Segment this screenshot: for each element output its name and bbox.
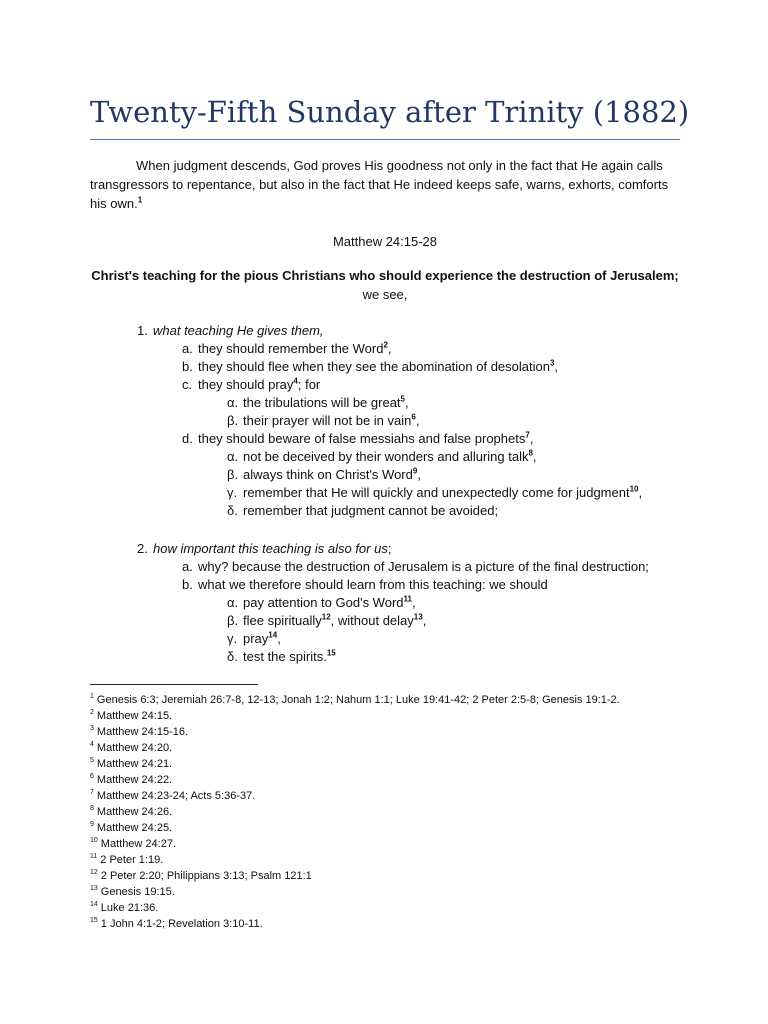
outline-part-2 <box>137 540 391 558</box>
footnote-number: 2 <box>90 709 94 717</box>
outline-mark: β. <box>227 413 239 428</box>
outline-mark: δ. <box>227 649 238 664</box>
footnote-ref[interactable]: 12 <box>321 612 331 622</box>
outline-item-text: they should pray <box>198 377 294 392</box>
footnote-text: Luke 21:36. <box>100 902 159 914</box>
outline-mark: α. <box>227 449 239 464</box>
footnote-text: Matthew 24:27. <box>100 838 177 850</box>
outline-item-1b <box>182 358 558 376</box>
footnote-number: 8 <box>90 805 94 813</box>
footnote-number: 14 <box>90 901 98 909</box>
footnote-number: 15 <box>90 917 98 925</box>
footnote-number: 4 <box>90 741 94 749</box>
footnote-number: 9 <box>90 821 94 829</box>
outline-item-1c-beta <box>227 412 419 430</box>
outline-item-tail: , <box>532 449 537 464</box>
outline-number: 2. <box>137 541 148 556</box>
theme-rest: we see, <box>362 287 408 302</box>
outline-item-tail: , <box>529 431 534 446</box>
outline-part-tail: ; <box>387 541 392 556</box>
outline-item-1c-alpha <box>227 394 409 412</box>
footnote-text: Matthew 24:23-24; Acts 5:36-37. <box>96 790 256 802</box>
outline-item-tail: , <box>387 341 392 356</box>
outline-mark: β. <box>227 467 239 482</box>
footnote-6 <box>90 773 172 788</box>
footnote-ref[interactable]: 15 <box>326 648 336 658</box>
footnote-15 <box>90 917 263 932</box>
outline-mark: a. <box>182 559 193 574</box>
outline-item-text: why? because the destruction of Jerusalem is a picture of the final destruction; <box>198 559 649 574</box>
footnote-ref[interactable]: 13 <box>413 612 423 622</box>
footnote-text: Matthew 24:21. <box>96 758 173 770</box>
footnote-10 <box>90 837 176 852</box>
footnote-ref[interactable]: 10 <box>629 484 639 494</box>
footnote-14 <box>90 901 158 916</box>
outline-mark: α. <box>227 595 239 610</box>
outline-item-1a <box>182 340 392 358</box>
outline-item-text: what we therefore should learn from this teaching: we should <box>198 577 548 592</box>
footnote-ref[interactable]: 6 <box>411 412 416 422</box>
footnote-ref[interactable]: 1 <box>137 195 143 205</box>
title-underline <box>90 139 680 140</box>
outline-mark: α. <box>227 395 239 410</box>
footnote-ref[interactable]: 2 <box>383 340 388 350</box>
outline-item-text: they should beware of false messiahs and false prophets <box>198 431 526 446</box>
footnote-11 <box>90 853 163 868</box>
intro-paragraph <box>90 156 680 213</box>
outline-item-tail: ; for <box>297 377 321 392</box>
sermon-theme <box>90 266 680 304</box>
footnote-number: 6 <box>90 773 94 781</box>
outline-item-2a <box>182 558 649 576</box>
outline-mark: c. <box>182 377 193 392</box>
footnote-text: Matthew 24:20. <box>96 742 173 754</box>
outline-item-mid: , without delay <box>330 613 414 628</box>
footnote-text: Genesis 19:15. <box>100 886 175 898</box>
outline-mark: γ. <box>227 485 238 500</box>
page-title: Twenty-Fifth Sunday after Trinity (1882) <box>90 95 690 129</box>
footnote-12 <box>90 869 312 884</box>
outline-item-tail: , <box>404 395 409 410</box>
outline-item-text: their prayer will not be in vain <box>243 413 412 428</box>
outline-item-tail: , <box>554 359 559 374</box>
outline-item-1d-gamma <box>227 484 642 502</box>
footnote-ref[interactable]: 4 <box>293 376 298 386</box>
outline-item-2b-beta <box>227 612 426 630</box>
outline-item-text: always think on Christ's Word <box>243 467 413 482</box>
footnote-text: Genesis 6:3; Jeremiah 26:7-8, 12-13; Jonah 1:2; Nahum 1:1; Luke 19:41-42; 2 Peter 2:5-8; Genesis 19:1-2. <box>96 694 620 706</box>
outline-mark: β. <box>227 613 239 628</box>
outline-item-text: remember that He will quickly and unexpectedly come for judgment <box>243 485 630 500</box>
outline-number: 1. <box>137 323 148 338</box>
footnote-ref[interactable]: 11 <box>403 594 412 604</box>
footnote-text: Matthew 24:22. <box>96 774 173 786</box>
outline-item-2b-alpha <box>227 594 416 612</box>
outline-part-1 <box>137 322 324 340</box>
footnote-3 <box>90 725 188 740</box>
footnote-number: 10 <box>90 837 98 845</box>
footnote-13 <box>90 885 175 900</box>
outline-item-2b-gamma <box>227 630 281 648</box>
outline-mark: b. <box>182 577 193 592</box>
footnote-5 <box>90 757 172 772</box>
outline-item-1d <box>182 430 533 448</box>
outline-mark: d. <box>182 431 193 446</box>
outline-mark: a. <box>182 341 193 356</box>
outline-item-text: the tribulations will be great <box>243 395 401 410</box>
outline-mark: b. <box>182 359 193 374</box>
footnote-7 <box>90 789 255 804</box>
outline-part-text: what teaching He gives them, <box>153 323 324 338</box>
footnote-number: 7 <box>90 789 94 797</box>
outline-item-1d-alpha <box>227 448 537 466</box>
footnote-9 <box>90 821 172 836</box>
outline-item-tail: , <box>417 467 421 482</box>
footnote-text: Matthew 24:25. <box>96 822 173 834</box>
outline-item-2b <box>182 576 548 594</box>
footnote-number: 3 <box>90 725 94 733</box>
footnote-number: 13 <box>90 885 98 893</box>
outline-item-text: pay attention to God's Word <box>243 595 404 610</box>
footnote-number: 12 <box>90 869 98 877</box>
footnote-4 <box>90 741 172 756</box>
footnote-ref[interactable]: 14 <box>268 630 278 640</box>
outline-item-tail: , <box>422 613 427 628</box>
outline-mark: δ. <box>227 503 238 518</box>
footnote-ref[interactable]: 7 <box>525 430 530 440</box>
footnote-1 <box>90 693 620 708</box>
outline-part-text: how important this teaching is also for us <box>153 541 388 556</box>
outline-item-tail: , <box>411 595 416 610</box>
footnote-ref[interactable]: 9 <box>412 466 418 476</box>
footnote-text: 1 John 4:1-2; Revelation 3:10-11. <box>100 918 263 930</box>
outline-mark: γ. <box>227 631 238 646</box>
outline-item-tail: , <box>638 485 643 500</box>
footnote-ref[interactable]: 3 <box>549 358 555 368</box>
outline-item-1c <box>182 376 320 394</box>
outline-item-1d-beta <box>227 466 421 484</box>
footnote-8 <box>90 805 172 820</box>
footnote-number: 5 <box>90 757 94 765</box>
footnote-text: Matthew 24:15-16. <box>96 726 189 738</box>
outline-item-1d-delta <box>227 502 498 520</box>
outline-item-tail: , <box>415 413 420 428</box>
footnote-text: 2 Peter 1:19. <box>100 854 164 866</box>
scripture-reference: Matthew 24:15-28 <box>332 234 438 249</box>
outline-item-2b-delta <box>227 648 336 666</box>
footnote-separator <box>90 684 258 685</box>
footnote-number: 11 <box>90 853 98 861</box>
outline-item-text: remember that judgment cannot be avoided; <box>243 503 499 518</box>
outline-item-text: pray <box>243 631 269 646</box>
footnote-text: Matthew 24:15. <box>96 710 173 722</box>
intro-text: When judgment descends, God proves His goodness not only in the fact that He again calls transgressors to repentance, but also in the fact that He indeed keeps safe, warns, exhorts, comforts his own. <box>90 158 669 211</box>
outline-item-text: they should flee when they see the abomination of desolation <box>198 359 550 374</box>
footnote-ref[interactable]: 5 <box>400 394 405 404</box>
outline-item-tail: , <box>277 631 281 646</box>
footnote-text: 2 Peter 2:20; Philippians 3:13; Psalm 121:1 <box>100 870 312 882</box>
footnote-text: Matthew 24:26. <box>96 806 173 818</box>
theme-bold: Christ's teaching for the pious Christians who should experience the destruction of Jerusalem; <box>91 268 679 283</box>
footnote-number: 1 <box>90 693 94 701</box>
footnote-2 <box>90 709 172 724</box>
footnote-ref[interactable]: 8 <box>528 448 533 458</box>
outline-item-text: test the spirits. <box>243 649 327 664</box>
outline-item-text: flee spiritually <box>243 613 322 628</box>
outline-item-text: not be deceived by their wonders and alluring talk <box>243 449 529 464</box>
outline-item-text: they should remember the Word <box>198 341 384 356</box>
